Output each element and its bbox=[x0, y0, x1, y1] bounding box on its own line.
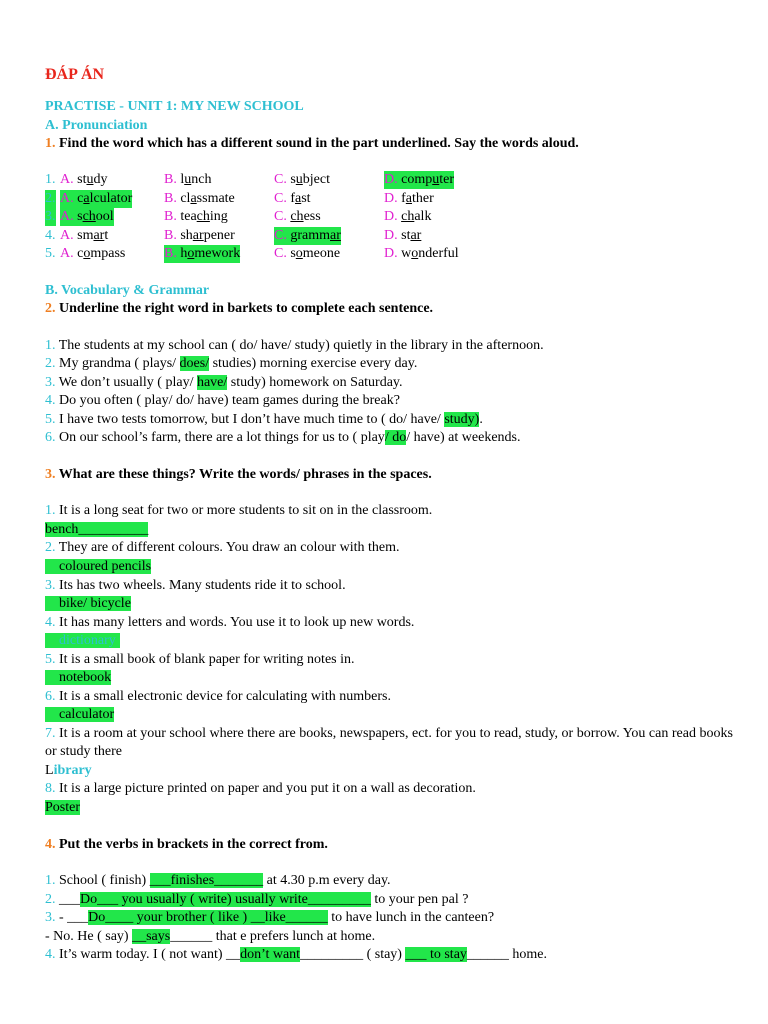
answer-highlight: dictionary bbox=[45, 633, 120, 648]
question-2-instruction bbox=[45, 300, 433, 318]
word-part: meone bbox=[302, 246, 341, 261]
option-letter: B. bbox=[164, 246, 177, 261]
question-1-instruction bbox=[45, 135, 579, 153]
answer-highlight: notebook bbox=[45, 670, 111, 685]
word-part: c bbox=[77, 246, 84, 261]
option-b bbox=[164, 208, 228, 226]
answer-highlight: __says bbox=[132, 929, 171, 944]
option-letter: A. bbox=[60, 209, 74, 224]
word-part: ter bbox=[439, 172, 454, 187]
underlined-part: ar bbox=[93, 228, 105, 243]
vocab-answer bbox=[45, 558, 151, 576]
word-part: l bbox=[180, 172, 185, 187]
option-b bbox=[164, 190, 235, 208]
sentence-text: My grandma ( plays/ bbox=[59, 356, 180, 371]
item-number: 8. bbox=[45, 781, 56, 796]
option-letter: D. bbox=[384, 209, 398, 224]
option-c bbox=[274, 208, 321, 226]
option-d bbox=[384, 190, 434, 208]
underlined-part: u bbox=[86, 172, 94, 187]
item-number: 1. bbox=[45, 338, 56, 353]
clue-text: It is a small electronic device for calculating with numbers. bbox=[59, 689, 391, 704]
row-number: 2. bbox=[45, 191, 56, 206]
item-number: 6. bbox=[45, 689, 56, 704]
item-number: 3. bbox=[45, 375, 56, 390]
option-letter: C. bbox=[274, 228, 287, 243]
answer-highlight: bench__________ bbox=[45, 522, 149, 537]
grammar-sentence bbox=[45, 392, 400, 410]
row-number: 1. bbox=[45, 172, 56, 187]
item-number: 3. bbox=[45, 578, 56, 593]
sentence-text: studies) morning exercise every day. bbox=[209, 356, 418, 371]
verb-sentence bbox=[45, 909, 494, 927]
item-number: 6. bbox=[45, 430, 56, 445]
vocab-answer bbox=[45, 669, 111, 687]
underlined-part: a bbox=[295, 191, 302, 206]
item-number: 2. bbox=[45, 540, 56, 555]
item-number: 5. bbox=[45, 412, 56, 427]
pronunciation-row bbox=[45, 208, 735, 226]
word-part: sh bbox=[180, 228, 193, 243]
answer-text: ibrary bbox=[53, 763, 92, 778]
word-part: s bbox=[290, 172, 296, 187]
option-c bbox=[274, 190, 311, 208]
item-number: 3. bbox=[45, 910, 56, 925]
option-a bbox=[60, 190, 132, 208]
option-b bbox=[164, 245, 240, 263]
word-part: gramm bbox=[290, 228, 330, 243]
vocab-answer bbox=[45, 521, 148, 539]
clue-text: It has many letters and words. You use it to look up new words. bbox=[59, 615, 415, 630]
word-part: sm bbox=[77, 228, 94, 243]
answer-highlight: ___finishes_______ bbox=[149, 873, 264, 888]
instruction-text: Underline the right word in barkets to complete each sentence. bbox=[59, 301, 434, 316]
verb-sentence bbox=[45, 872, 391, 890]
option-letter: C. bbox=[274, 246, 287, 261]
sentence-text: We don’t usually ( play/ bbox=[58, 375, 197, 390]
option-letter: D. bbox=[384, 191, 398, 206]
grammar-sentence bbox=[45, 429, 521, 447]
clue-text: It is a small book of blank paper for writing notes in. bbox=[59, 652, 355, 667]
vocab-answer bbox=[45, 632, 120, 650]
option-letter: B. bbox=[164, 228, 177, 243]
question-number: 4. bbox=[45, 837, 56, 852]
clue-text: Its has two wheels. Many students ride it to school. bbox=[59, 578, 346, 593]
word-part: alk bbox=[414, 209, 432, 224]
option-letter: D. bbox=[384, 172, 398, 187]
row-number: 5. bbox=[45, 246, 56, 261]
option-a bbox=[60, 245, 125, 263]
underlined-part: a bbox=[405, 191, 413, 206]
word-part: s bbox=[290, 246, 296, 261]
sentence-text: It’s warm today. I ( not want) __ bbox=[59, 947, 241, 962]
page-title: ĐÁP ÁN bbox=[45, 66, 105, 83]
vocab-clue bbox=[45, 725, 735, 761]
underlined-part: ch bbox=[401, 209, 415, 224]
sentence-text: ______ home. bbox=[466, 947, 548, 962]
word-part: mpass bbox=[90, 246, 126, 261]
question-4-instruction bbox=[45, 836, 328, 854]
option-c bbox=[274, 171, 330, 189]
word-part: st bbox=[401, 228, 411, 243]
section-a-heading: A. Pronunciation bbox=[45, 118, 148, 133]
item-number: 4. bbox=[45, 947, 56, 962]
question-number: 2. bbox=[45, 301, 56, 316]
vocab-clue bbox=[45, 502, 432, 520]
sentence-text: to have lunch in the canteen? bbox=[327, 910, 495, 925]
word-part: comp bbox=[401, 172, 433, 187]
word-part: s bbox=[77, 209, 83, 224]
option-d bbox=[384, 245, 459, 263]
word-part: nderful bbox=[418, 246, 459, 261]
underlined-part: ch bbox=[290, 209, 304, 224]
underlined-part: ar bbox=[330, 228, 341, 243]
verb-sentence bbox=[45, 946, 547, 964]
question-number: 1. bbox=[45, 136, 56, 151]
sentence-text: School ( finish) bbox=[59, 873, 150, 888]
grammar-sentence bbox=[45, 355, 417, 373]
word-part: bject bbox=[302, 172, 331, 187]
option-letter: C. bbox=[274, 191, 287, 206]
vocab-answer bbox=[45, 595, 131, 613]
word-part: ing bbox=[209, 209, 228, 224]
sentence-text: ______ that e prefers lunch at home. bbox=[170, 929, 376, 944]
answer-highlight: have/ bbox=[196, 375, 228, 390]
word-part: pener bbox=[203, 228, 235, 243]
option-d bbox=[384, 171, 454, 189]
option-letter: C. bbox=[274, 209, 287, 224]
word-part: ess bbox=[303, 209, 321, 224]
option-d bbox=[384, 227, 421, 245]
sentence-text: Do you often ( play/ do/ have) team games during the break? bbox=[59, 393, 400, 408]
vocab-clue bbox=[45, 614, 414, 632]
option-a bbox=[60, 227, 108, 245]
item-number: 4. bbox=[45, 393, 56, 408]
sentence-text: The students at my school can ( do/ have/ study) quietly in the library in the afternoon. bbox=[58, 338, 544, 353]
answer-highlight: ___ to stay bbox=[405, 947, 467, 962]
pronunciation-row bbox=[45, 190, 735, 208]
answer-highlight: Do___ you usually ( write) usually write_________ bbox=[80, 892, 371, 907]
vocab-clue bbox=[45, 780, 476, 798]
option-letter: C. bbox=[274, 172, 287, 187]
section-b-heading: B. Vocabulary & Grammar bbox=[45, 283, 210, 298]
sentence-text: _________ ( stay) bbox=[300, 947, 406, 962]
word-part: f bbox=[401, 191, 406, 206]
item-number: 2. bbox=[45, 892, 56, 907]
word-part: ssmate bbox=[196, 191, 235, 206]
option-letter: D. bbox=[384, 228, 398, 243]
underlined-part: a bbox=[83, 191, 90, 206]
grammar-sentence bbox=[45, 411, 483, 429]
word-part: ool bbox=[95, 209, 114, 224]
answer-highlight: Poster bbox=[45, 800, 80, 815]
vocab-answer bbox=[45, 799, 80, 817]
underlined-part: o bbox=[411, 246, 419, 261]
option-letter: A. bbox=[60, 228, 74, 243]
instruction-text: What are these things? Write the words/ phrases in the spaces. bbox=[58, 467, 432, 482]
underlined-part: u bbox=[184, 172, 192, 187]
underlined-part: u bbox=[295, 172, 303, 187]
option-letter: A. bbox=[60, 191, 74, 206]
clue-text: It is a long seat for two or more students to sit on in the classroom. bbox=[59, 503, 433, 518]
option-c bbox=[274, 245, 340, 263]
sentence-text: to your pen pal ? bbox=[370, 892, 469, 907]
vocab-answer bbox=[45, 762, 92, 780]
underlined-part: u bbox=[432, 172, 440, 187]
option-b bbox=[164, 171, 211, 189]
option-b bbox=[164, 227, 235, 245]
word-part: cl bbox=[180, 191, 191, 206]
grammar-sentence bbox=[45, 374, 403, 392]
instruction-text: Find the word which has a different sound in the part underlined. Say the words aloud. bbox=[59, 136, 579, 151]
item-number: 7. bbox=[45, 726, 56, 741]
underlined-part: a bbox=[190, 191, 197, 206]
option-c bbox=[274, 227, 341, 245]
answer-highlight: / do bbox=[384, 430, 407, 445]
pronunciation-row bbox=[45, 171, 735, 189]
option-a bbox=[60, 208, 114, 226]
word-part: c bbox=[77, 191, 84, 206]
underlined-part: o bbox=[187, 246, 195, 261]
sentence-text: . bbox=[479, 412, 483, 427]
vocab-clue bbox=[45, 577, 346, 595]
item-number: 5. bbox=[45, 652, 56, 667]
item-number: 1. bbox=[45, 873, 56, 888]
word-part: st bbox=[77, 172, 87, 187]
sentence-text: I have two tests tomorrow, but I don’t have much time to ( do/ have/ bbox=[59, 412, 445, 427]
row-number: 4. bbox=[45, 228, 56, 243]
underlined-part: o bbox=[83, 246, 91, 261]
answer-text: L bbox=[45, 763, 54, 778]
option-letter: B. bbox=[164, 209, 177, 224]
answer-highlight: Do____ your brother ( like ) __like______ bbox=[88, 910, 328, 925]
word-part: st bbox=[301, 191, 311, 206]
practise-heading: PRACTISE - UNIT 1: MY NEW SCHOOL bbox=[45, 99, 304, 114]
option-letter: A. bbox=[60, 246, 74, 261]
item-number: 1. bbox=[45, 503, 56, 518]
word-part: h bbox=[180, 246, 188, 261]
verb-sentence bbox=[45, 928, 375, 946]
answer-highlight: calculator bbox=[45, 707, 114, 722]
option-a bbox=[60, 171, 107, 189]
underlined-part: ar bbox=[410, 228, 422, 243]
underlined-part: ch bbox=[196, 209, 210, 224]
sentence-text: On our school’s farm, there are a lot things for us to ( play bbox=[59, 430, 385, 445]
word-part: t bbox=[104, 228, 109, 243]
underlined-part: o bbox=[295, 246, 303, 261]
sentence-text: / have) at weekends. bbox=[406, 430, 521, 445]
option-letter: B. bbox=[164, 191, 177, 206]
sentence-text: at 4.30 p.m every day. bbox=[263, 873, 391, 888]
pronunciation-row bbox=[45, 227, 735, 245]
sentence-text: - ___ bbox=[59, 910, 89, 925]
pronunciation-row bbox=[45, 245, 735, 263]
answer-highlight: coloured pencils bbox=[45, 559, 151, 574]
word-part: ther bbox=[412, 191, 434, 206]
option-d bbox=[384, 208, 431, 226]
word-part: dy bbox=[93, 172, 108, 187]
sentence-text: ___ bbox=[59, 892, 80, 907]
vocab-clue bbox=[45, 539, 399, 557]
item-number: 2. bbox=[45, 356, 56, 371]
word-part: tea bbox=[180, 209, 197, 224]
underlined-part: ch bbox=[82, 209, 96, 224]
instruction-text: Put the verbs in brackets in the correct from. bbox=[59, 837, 328, 852]
verb-sentence bbox=[45, 891, 468, 909]
vocab-clue bbox=[45, 651, 355, 669]
answer-highlight: study) bbox=[444, 412, 480, 427]
clue-text: They are of different colours. You draw an colour with them. bbox=[58, 540, 400, 555]
clue-text: It is a room at your school where there are books, newspapers, ect. for you to read, study, or borrow. You can read books or study there bbox=[45, 726, 733, 759]
sentence-text: - No. He ( say) bbox=[45, 929, 133, 944]
underlined-part: ar bbox=[192, 228, 204, 243]
item-number: 4. bbox=[45, 615, 56, 630]
row-number: 3. bbox=[45, 209, 56, 224]
answer-highlight: bike/ bicycle bbox=[45, 596, 131, 611]
clue-text: It is a large picture printed on paper and you put it on a wall as decoration. bbox=[59, 781, 476, 796]
grammar-sentence bbox=[45, 337, 544, 355]
answer-highlight: don’t want bbox=[240, 947, 301, 962]
word-part: nch bbox=[191, 172, 212, 187]
word-part: lculator bbox=[89, 191, 133, 206]
answer-highlight: does/ bbox=[179, 356, 210, 371]
question-number: 3. bbox=[45, 467, 56, 482]
vocab-clue bbox=[45, 688, 391, 706]
word-part: w bbox=[401, 246, 412, 261]
word-part: f bbox=[290, 191, 296, 206]
question-3-instruction bbox=[45, 466, 432, 484]
word-part: mework bbox=[194, 246, 241, 261]
sentence-text: study) homework on Saturday. bbox=[227, 375, 403, 390]
vocab-answer bbox=[45, 706, 114, 724]
option-letter: A. bbox=[60, 172, 74, 187]
option-letter: B. bbox=[164, 172, 177, 187]
option-letter: D. bbox=[384, 246, 398, 261]
